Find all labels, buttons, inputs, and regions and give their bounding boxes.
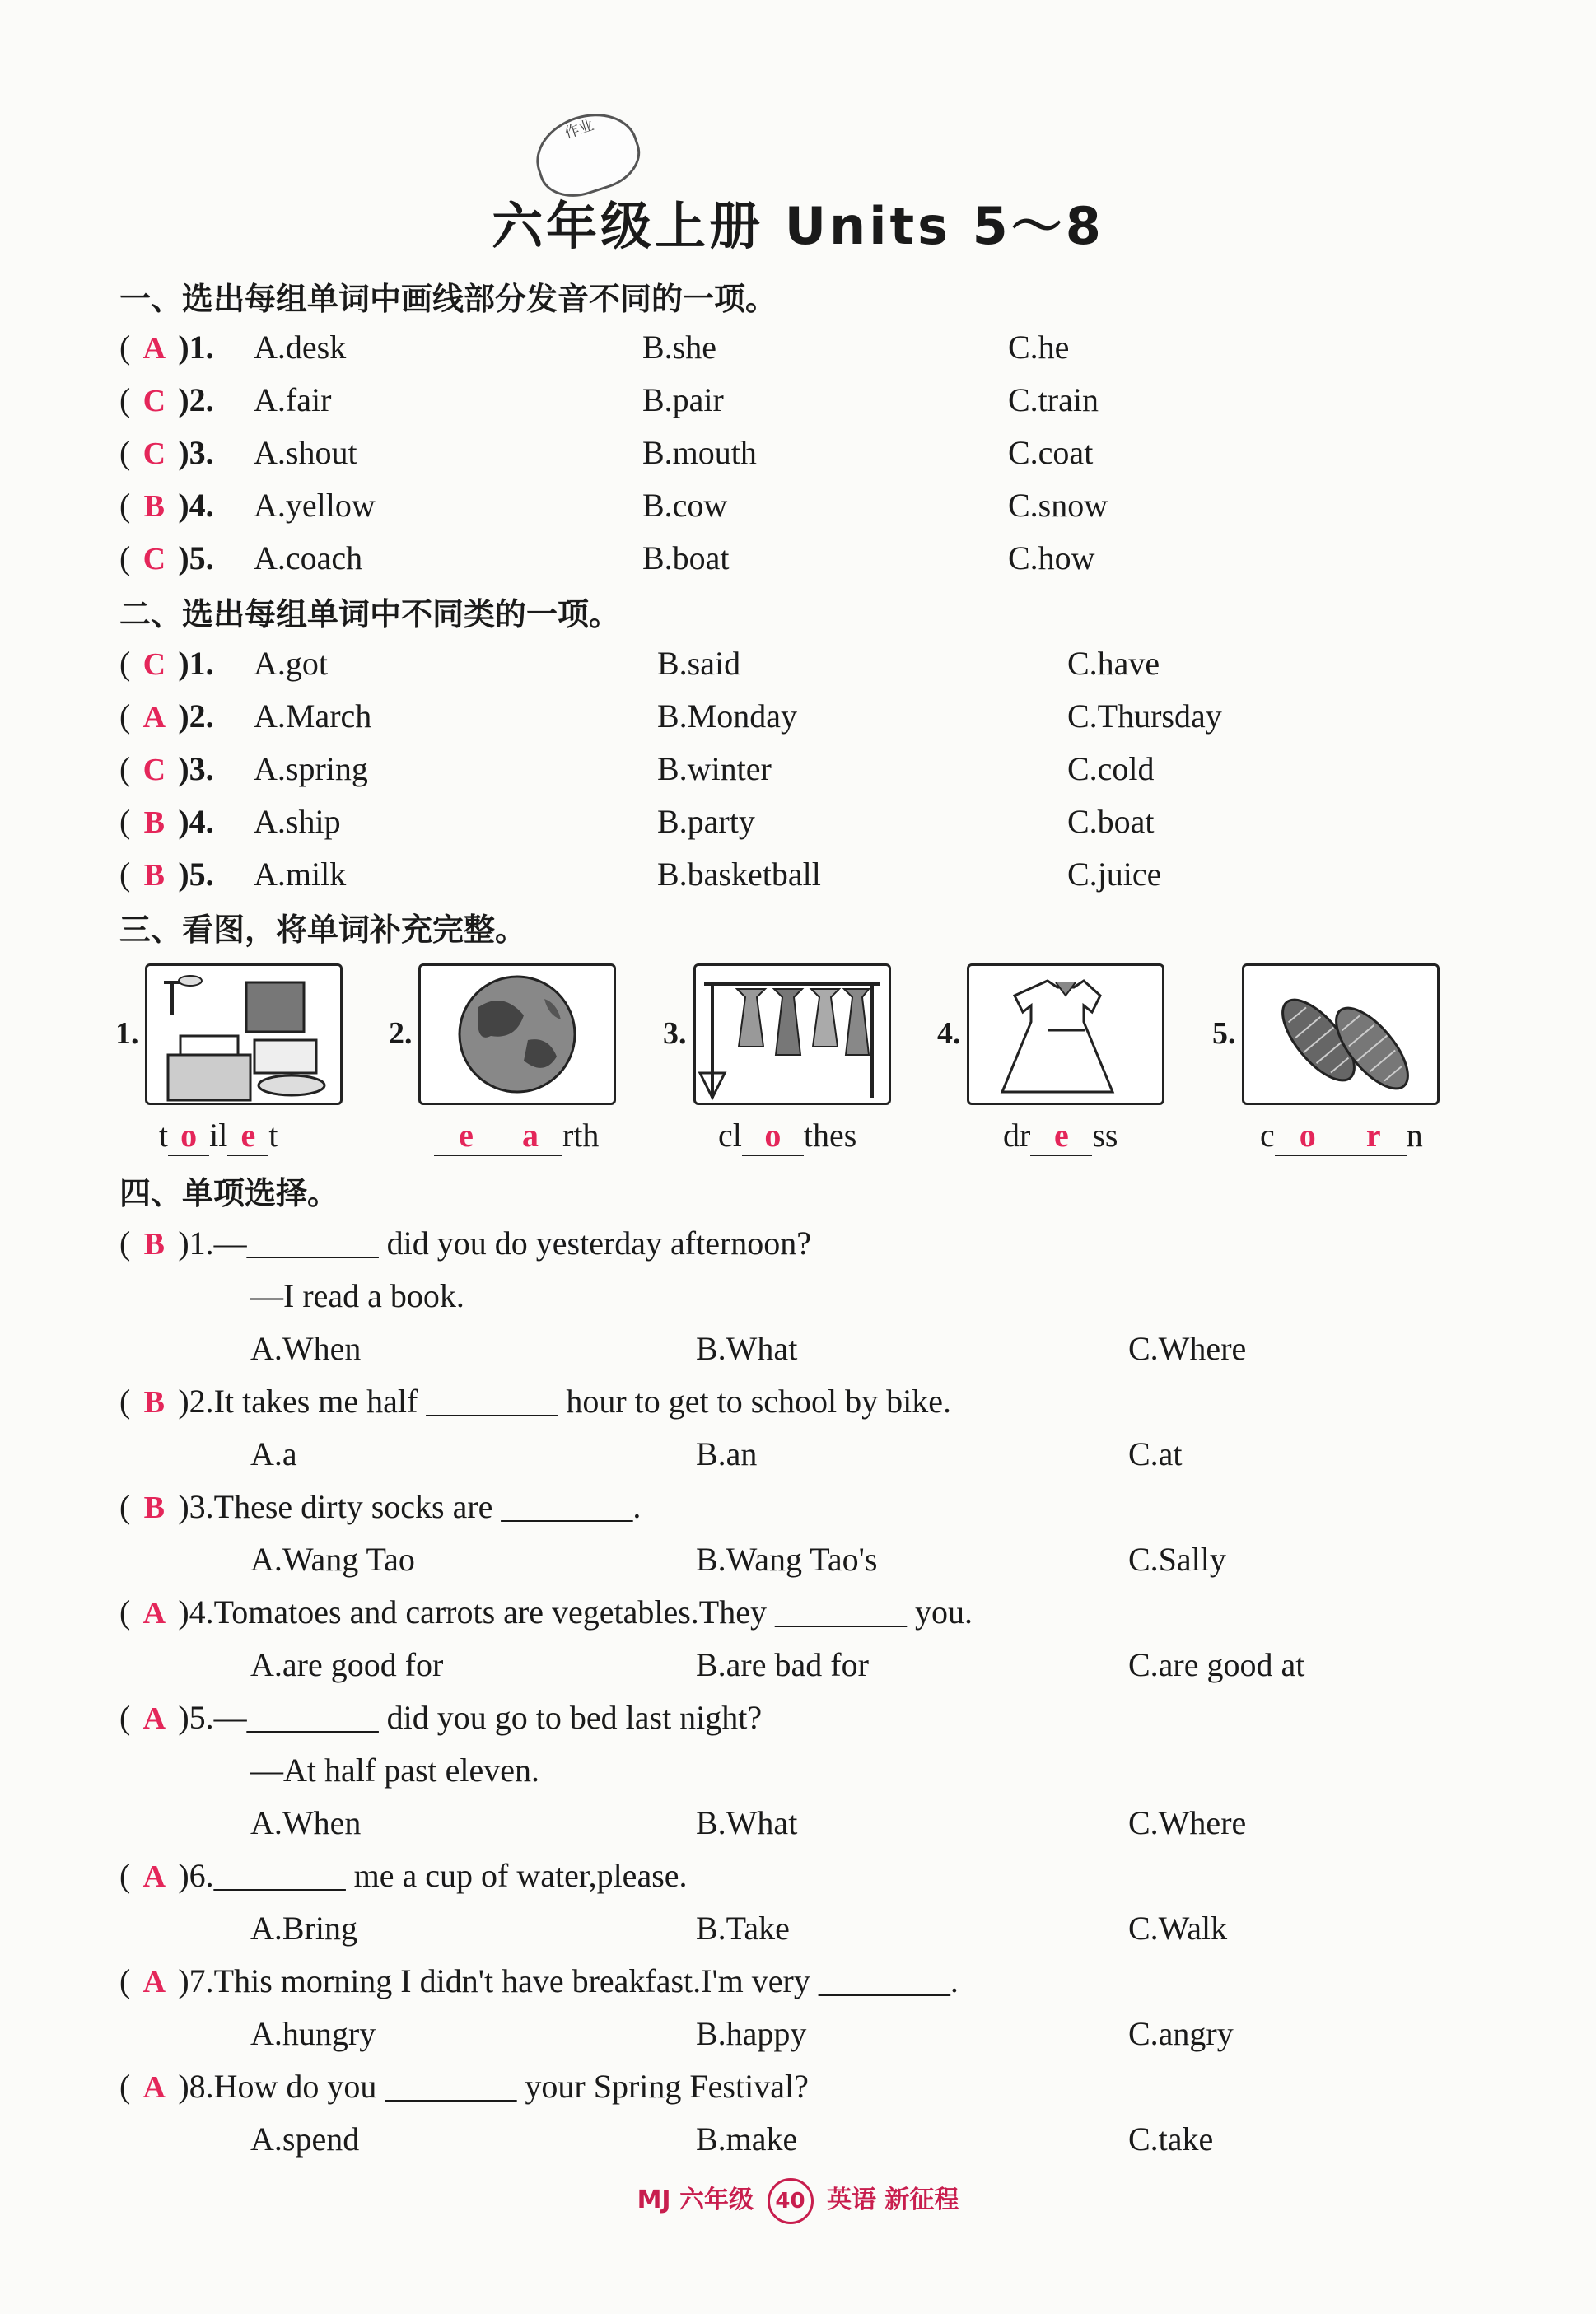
answer-mark[interactable]: B bbox=[143, 1385, 165, 1420]
option-a[interactable]: A.desk bbox=[254, 329, 347, 366]
question-number: )3. bbox=[178, 750, 214, 787]
option-a[interactable]: A.got bbox=[254, 645, 328, 682]
answer-mark[interactable]: A bbox=[142, 2070, 166, 2105]
option-c[interactable]: C.coat bbox=[1008, 434, 1094, 471]
answer-mark[interactable]: A bbox=[142, 1859, 166, 1894]
word-4-dress: dr e ss bbox=[1003, 1116, 1118, 1156]
section-3-heading: 三、看图，将单词补充完整。 bbox=[119, 912, 527, 948]
question-stem: )5.—________ did you go to bed last night? bbox=[178, 1699, 763, 1736]
question-stem: )8.How do you ________ your Spring Festival? bbox=[178, 2068, 809, 2105]
option-a[interactable]: A.are good for bbox=[250, 1646, 444, 1683]
option-c[interactable]: C.at bbox=[1128, 1435, 1183, 1472]
option-c[interactable]: C.how bbox=[1008, 539, 1095, 576]
word-5-corn: c o r n bbox=[1260, 1116, 1423, 1156]
section-4-heading: 四、单项选择。 bbox=[119, 1175, 339, 1211]
earth-picture bbox=[418, 963, 616, 1105]
option-a[interactable]: A.fair bbox=[254, 381, 332, 418]
option-a[interactable]: A.coach bbox=[254, 539, 363, 576]
option-b[interactable]: B.said bbox=[657, 645, 741, 682]
option-b[interactable]: B.Monday bbox=[657, 697, 797, 735]
option-c[interactable]: C.Where bbox=[1128, 1330, 1247, 1367]
question-stem: )7.This morning I didn't have breakfast.I'm very ________. bbox=[178, 1962, 959, 1999]
option-b[interactable]: B.Take bbox=[696, 1910, 790, 1947]
option-b[interactable]: B.party bbox=[657, 803, 755, 840]
option-c[interactable]: C.Sally bbox=[1128, 1541, 1226, 1578]
question-number: )3. bbox=[178, 434, 214, 471]
question-stem: )6.________ me a cup of water,please. bbox=[178, 1857, 688, 1894]
answer-mark[interactable]: A bbox=[142, 700, 166, 735]
question-number: )5. bbox=[178, 856, 214, 893]
answer-mark[interactable]: B bbox=[143, 1227, 165, 1262]
answer-mark[interactable]: A bbox=[142, 1701, 166, 1736]
answer-mark[interactable]: C bbox=[142, 647, 166, 682]
question-number: )1. bbox=[178, 329, 214, 366]
question-row: ( C )3. bbox=[119, 750, 214, 787]
option-c[interactable]: C.boat bbox=[1067, 803, 1155, 840]
option-b[interactable]: B.basketball bbox=[657, 856, 821, 893]
section-1-heading: 一、选出每组单词中画线部分发音不同的一项。 bbox=[119, 281, 777, 317]
question-number: )4. bbox=[178, 803, 214, 840]
option-a[interactable]: A.a bbox=[250, 1435, 297, 1472]
question-stem: )1.—________ did you do yesterday afternoon? bbox=[178, 1225, 812, 1262]
option-c[interactable]: C.Where bbox=[1128, 1804, 1247, 1841]
option-c[interactable]: C.have bbox=[1067, 645, 1160, 682]
option-b[interactable]: B.happy bbox=[696, 2015, 807, 2052]
option-b[interactable]: B.What bbox=[696, 1330, 798, 1367]
page-number: 40 bbox=[768, 2178, 814, 2224]
picture-5-number: 5. bbox=[1212, 1016, 1236, 1051]
question-stem: )2.It takes me half ________ hour to get to school by bike. bbox=[178, 1383, 952, 1420]
question-number: )1. bbox=[178, 645, 214, 682]
question-stem: )4.Tomatoes and carrots are vegetables.They ________ you. bbox=[178, 1593, 973, 1631]
option-b[interactable]: B.winter bbox=[657, 750, 772, 787]
question-row: ( A )5.—________ did you go to bed last night? bbox=[119, 1699, 763, 1736]
question-row: ( B )2.It takes me half ________ hour to get to school by bike. bbox=[119, 1383, 952, 1420]
dialogue-reply: —At half past eleven. bbox=[250, 1752, 539, 1789]
answer-mark[interactable]: A bbox=[142, 1596, 166, 1631]
section-2-heading: 二、选出每组单词中不同类的一项。 bbox=[119, 596, 621, 632]
question-row: ( A )7.This morning I didn't have breakfast.I'm very ________. bbox=[119, 1962, 959, 1999]
question-row: ( A )2. bbox=[119, 697, 214, 735]
question-number: )5. bbox=[178, 539, 214, 576]
option-b[interactable]: B.she bbox=[642, 329, 716, 366]
option-a[interactable]: A.Wang Tao bbox=[250, 1541, 415, 1578]
option-c[interactable]: C.he bbox=[1008, 329, 1070, 366]
option-b[interactable]: B.make bbox=[696, 2120, 798, 2158]
option-a[interactable]: A.When bbox=[250, 1804, 362, 1841]
option-c[interactable]: C.snow bbox=[1008, 487, 1108, 524]
answer-mark[interactable]: B bbox=[143, 805, 165, 840]
question-number: )2. bbox=[178, 381, 214, 418]
word-2-earth: e a rth bbox=[434, 1116, 599, 1156]
option-a[interactable]: A.hungry bbox=[250, 2015, 376, 2052]
question-stem: )3.These dirty socks are ________. bbox=[178, 1488, 642, 1525]
option-c[interactable]: C.take bbox=[1128, 2120, 1214, 2158]
option-c[interactable]: C.train bbox=[1008, 381, 1099, 418]
option-b[interactable]: B.an bbox=[696, 1435, 758, 1472]
option-b[interactable]: B.Wang Tao's bbox=[696, 1541, 878, 1578]
question-number: )2. bbox=[178, 697, 214, 735]
option-b[interactable]: B.mouth bbox=[642, 434, 757, 471]
option-a[interactable]: A.When bbox=[250, 1330, 362, 1367]
question-row: ( C )3. bbox=[119, 434, 214, 471]
picture-3-number: 3. bbox=[663, 1016, 687, 1051]
answer-mark[interactable]: B bbox=[143, 858, 165, 893]
option-c[interactable]: C.juice bbox=[1067, 856, 1162, 893]
question-row: ( B )4. bbox=[119, 487, 214, 524]
question-row: ( C )1. bbox=[119, 645, 214, 682]
dress-picture bbox=[967, 963, 1164, 1105]
option-b[interactable]: B.What bbox=[696, 1804, 798, 1841]
option-a[interactable]: A.ship bbox=[254, 803, 341, 840]
question-row: ( A )1. bbox=[119, 329, 214, 366]
question-row: ( C )2. bbox=[119, 381, 214, 418]
answer-mark[interactable]: B bbox=[143, 1491, 165, 1525]
option-b[interactable]: B.pair bbox=[642, 381, 724, 418]
word-1-toilet: t o il e t bbox=[159, 1116, 278, 1156]
question-row: ( B )3.These dirty socks are ________. bbox=[119, 1488, 642, 1525]
clothes-picture bbox=[693, 963, 891, 1105]
option-a[interactable]: A.Bring bbox=[250, 1910, 357, 1947]
question-number: )4. bbox=[178, 487, 214, 524]
answer-mark[interactable]: C bbox=[142, 384, 166, 418]
footer-book: 英语 新征程 bbox=[826, 2186, 959, 2214]
toilet-picture bbox=[145, 963, 343, 1105]
option-c[interactable]: C.cold bbox=[1067, 750, 1155, 787]
corn-picture bbox=[1242, 963, 1440, 1105]
question-row: ( B )5. bbox=[119, 856, 214, 893]
answer-mark[interactable]: C bbox=[142, 542, 166, 576]
question-row: ( B )1.—________ did you do yesterday afternoon? bbox=[119, 1225, 812, 1262]
option-a[interactable]: A.milk bbox=[254, 856, 347, 893]
question-row: ( C )5. bbox=[119, 539, 214, 576]
option-b[interactable]: B.cow bbox=[642, 487, 728, 524]
footer-grade: MJ 六年级 bbox=[637, 2186, 754, 2214]
option-c[interactable]: C.are good at bbox=[1128, 1646, 1305, 1683]
dialogue-reply: —I read a book. bbox=[250, 1277, 464, 1314]
picture-4-number: 4. bbox=[937, 1016, 961, 1051]
answer-mark[interactable]: C bbox=[142, 436, 166, 471]
page-title: 六年级上册 Units 5～8 bbox=[492, 196, 1104, 256]
question-row: ( A )6.________ me a cup of water,please. bbox=[119, 1857, 688, 1894]
option-c[interactable]: C.angry bbox=[1128, 2015, 1234, 2052]
option-a[interactable]: A.March bbox=[254, 697, 372, 735]
homework-stamp: 作业 bbox=[526, 101, 649, 207]
picture-1-number: 1. bbox=[115, 1016, 139, 1051]
option-c[interactable]: C.Walk bbox=[1128, 1910, 1228, 1947]
answer-mark[interactable]: A bbox=[142, 331, 166, 366]
question-row: ( B )4. bbox=[119, 803, 214, 840]
option-b[interactable]: B.are bad for bbox=[696, 1646, 869, 1683]
question-row: ( A )4.Tomatoes and carrots are vegetables.They ________ you. bbox=[119, 1593, 973, 1631]
word-3-clothes: cl o thes bbox=[718, 1116, 856, 1156]
page-footer bbox=[0, 2178, 1596, 2224]
option-a[interactable]: A.spring bbox=[254, 750, 368, 787]
answer-mark[interactable]: B bbox=[143, 489, 165, 524]
option-c[interactable]: C.Thursday bbox=[1067, 697, 1222, 735]
answer-mark[interactable]: A bbox=[142, 1965, 166, 1999]
option-a[interactable]: A.shout bbox=[254, 434, 357, 471]
option-b[interactable]: B.boat bbox=[642, 539, 730, 576]
question-row: ( A )8.How do you ________ your Spring Festival? bbox=[119, 2068, 809, 2105]
option-a[interactable]: A.yellow bbox=[254, 487, 376, 524]
answer-mark[interactable]: C bbox=[142, 753, 166, 787]
option-a[interactable]: A.spend bbox=[250, 2120, 360, 2158]
picture-2-number: 2. bbox=[389, 1016, 413, 1051]
